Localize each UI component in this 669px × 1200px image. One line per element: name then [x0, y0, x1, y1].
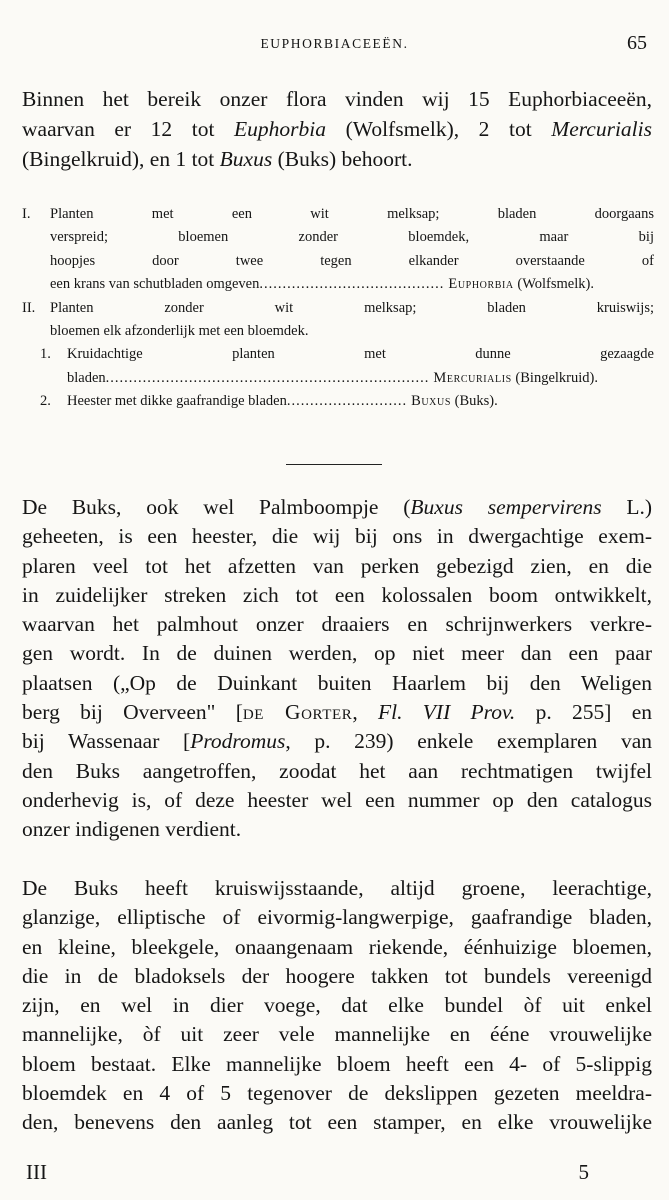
text-line: De Buks heeft kruiswijsstaande, altijd groene, leerachtige, [22, 876, 652, 900]
page-number: 65 [627, 32, 647, 54]
running-head [22, 30, 647, 60]
key-entry-2: 2. Heester met dikke gaafrandige bladen.......................... Buxus (Buks). [22, 390, 654, 413]
text-line: onderhevig is, of deze heester wel een nummer op den catalogus [22, 787, 652, 812]
text-line: den Buks aangetroffen, zoodat het aan rechtmatigen twijfel [22, 758, 652, 783]
text-line: geheeten, is een heester, die wij bij ons in dwergachtige exem- [22, 524, 652, 549]
text-line: plaatsen („Op de Duinkant buiten Haarlem bij den Weligen [22, 670, 652, 695]
key-line: een krans van schutbladen omgeven........................................ Euphorbia (Wolfsmelk). [50, 276, 594, 293]
key-line: bladen...................................................................... Mercurialis (Bingelkruid). [67, 369, 598, 386]
key-entry-ii: II. Planten zonder wit melksap; bladen kruiswijs; [22, 297, 654, 320]
key-number: I. [22, 206, 31, 222]
running-title: EUPHORBIACEEËN. [260, 36, 409, 51]
genus-name: Buxus [411, 393, 451, 410]
text-line: in zuidelijker streken zich tot een kolossalen boom ontwikkelt, [22, 582, 652, 607]
identification-key [22, 203, 654, 414]
key-entry-i: I. Planten met een wit melksap; bladen doorgaans [22, 203, 654, 226]
text-line: mannelijke, òf uit zeer vele mannelijke en ééne vrouwelijke [22, 1022, 652, 1047]
text-line: bij Wassenaar [Prodromus, p. 239) enkele exemplaren van [22, 729, 652, 754]
text-line: berg bij Overveen" [de Gorter, Fl. VII Prov. p. 255] en [22, 700, 652, 725]
genus-name: Mercurialis [433, 369, 512, 386]
text-line: en kleine, bleekgele, onaangenaam riekende, éénhuizige bloemen, [22, 934, 652, 959]
key-line: verspreid; bloemen zonder bloemdek, maar bij [50, 229, 654, 246]
text-line: die in de bladoksels der hoogere takken tot bundels vereenigd [22, 963, 652, 988]
text-line: waarvan er 12 tot Euphorbia (Wolfsmelk), 2 tot Mercurialis [22, 117, 652, 141]
intro-paragraph [22, 84, 652, 174]
key-line: bloemen elk afzonderlijk met een bloemdek. [50, 323, 309, 340]
text-line: glanzige, elliptische of eivormig-langwerpige, gaafrandige bladen, [22, 905, 652, 930]
author-name: de Gorter [242, 700, 353, 725]
page-footer [26, 1160, 589, 1190]
text-line: waarvan het palmhout onzer draaiers en schrijnwerkers verkre- [22, 612, 652, 637]
text-line: De Buks, ook wel Palmboompje (Buxus sempervirens L.) [22, 495, 653, 519]
text-line: zijn, en wel in dier voege, dat elke bundel òf uit enkel [22, 993, 652, 1018]
key-entry-1: 1. Kruidachtige planten met dunne gezaagde [22, 343, 654, 366]
text-line: onzer indigenen verdient. [22, 817, 242, 842]
text-line: bloemdek en 4 of 5 tegenover de dekslippen gezeten meeldra- [22, 1081, 652, 1106]
text-line: (Bingelkruid), en 1 tot Buxus (Buks) behoort. [22, 147, 413, 171]
paragraph-buxus-description [22, 493, 652, 845]
signature-mark: III [26, 1160, 47, 1184]
key-number: 2. [40, 393, 51, 410]
key-number: 1. [40, 346, 51, 363]
text-line: plaren veel tot het afzetten van perken gebezigd zien, en die [22, 553, 652, 578]
paragraph-buxus-morphology [22, 874, 652, 1138]
sheet-number: 5 [578, 1160, 589, 1184]
text-line: bloem bestaat. Elke mannelijke bloem heeft een 4- of 5-slippig [22, 1051, 652, 1076]
dot-leader: .......................... [286, 393, 408, 410]
section-divider [286, 464, 382, 465]
dot-leader: ........................................ [259, 276, 445, 293]
text-line: Binnen het bereik onzer flora vinden wij 15 Euphorbiaceeën, [22, 87, 652, 111]
key-number: II. [22, 299, 36, 316]
genus-name: Euphorbia [448, 276, 514, 293]
text-line: den, benevens den aanleg tot een stamper, en elke vrouwelijke [22, 1110, 652, 1135]
text-line: gen wordt. In de duinen werden, op niet meer dan een paar [22, 641, 652, 666]
key-line: hoopjes door twee tegen elkander overstaande of [50, 252, 654, 269]
dot-leader: ...................................................................... [105, 369, 430, 386]
